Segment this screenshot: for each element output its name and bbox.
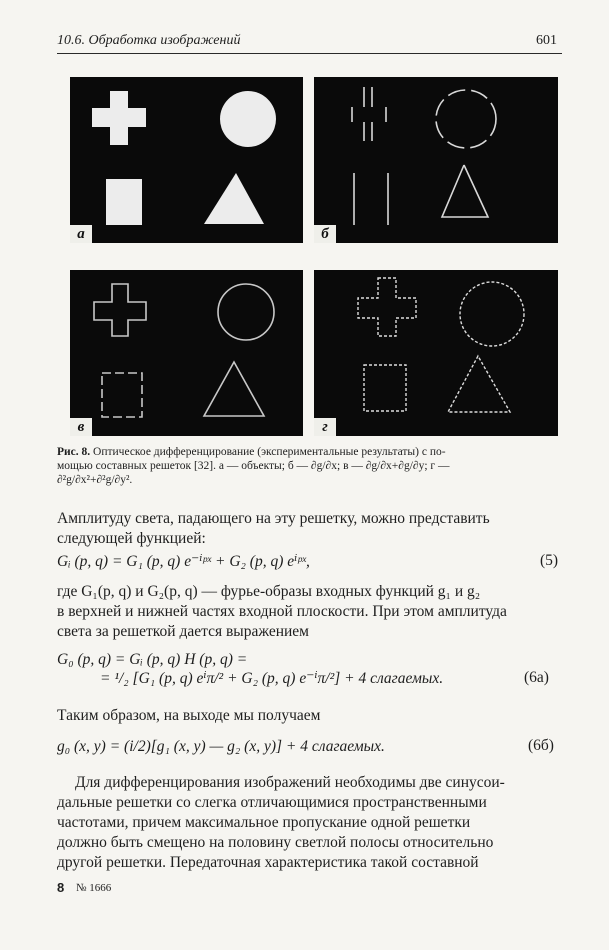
paragraph-1-line-1: Амплитуду света, падающего на эту решетку, можно представить bbox=[57, 510, 490, 527]
paragraph-3: Таким образом, на выходе мы получаем bbox=[57, 707, 321, 724]
objects-image bbox=[70, 77, 303, 243]
laplacian-image bbox=[314, 270, 558, 436]
paragraph-1 bbox=[57, 509, 567, 549]
paragraph-4-line-1: Для дифференцирования изображений необходимы две синусои- bbox=[75, 774, 505, 791]
gradient-sum-image bbox=[70, 270, 303, 436]
panel-label-v: в bbox=[70, 418, 92, 436]
figure-panel-a bbox=[70, 77, 303, 243]
figure-panel-v bbox=[70, 270, 303, 436]
paragraph-2 bbox=[57, 582, 567, 642]
equation-5: Gᵢ (p, q) = G₁ (p, q) e⁻ⁱᵖˣ + G₂ (p, q) eⁱᵖˣ, bbox=[57, 553, 310, 570]
page-number: 601 bbox=[536, 33, 557, 48]
caption-line-1: Оптическое дифференцирование (экспериментальные результаты) с по- bbox=[93, 446, 446, 458]
paragraph-4 bbox=[57, 773, 569, 873]
equation-6a-number: (6а) bbox=[524, 669, 549, 686]
running-header-section: 10.6. Обработка изображений bbox=[57, 33, 241, 48]
paragraph-1-line-2: следующей функцией: bbox=[57, 530, 206, 547]
paragraph-2-line-1: где G₁(p, q) и G₂(p, q) — фурье-образы входных функций g₁ и g₂ bbox=[57, 583, 481, 600]
header-rule bbox=[57, 53, 562, 54]
panel-label-b: б bbox=[314, 225, 336, 243]
signature-mark: 8 bbox=[57, 880, 65, 895]
paragraph-2-line-3: света за решеткой дается выражением bbox=[57, 623, 309, 640]
paragraph-4-line-2: дальные решетки со слегка отличающимися пространственными bbox=[57, 794, 487, 811]
equation-6b-number: (6б) bbox=[528, 737, 554, 754]
paragraph-4-line-3: частотами, причем максимальное пропускание одной решетки bbox=[57, 814, 471, 831]
order-number: № 1666 bbox=[76, 882, 112, 894]
paragraph-4-line-4: должно быть смещено на половину светлой полосы относительно bbox=[57, 834, 494, 851]
equation-6a-line-1: G₀ (p, q) = Gᵢ (p, q) H (p, q) = bbox=[57, 651, 248, 668]
paragraph-2-line-2: в верхней и нижней частях входной плоскости. При этом амплитуда bbox=[57, 603, 507, 620]
figure-caption bbox=[57, 445, 563, 487]
equation-5-number: (5) bbox=[540, 552, 559, 569]
equation-6b: g₀ (x, y) = (i/2)[g₁ (x, y) — g₂ (x, y)] + 4 слагаемых. bbox=[57, 738, 385, 755]
figure-panel-g bbox=[314, 270, 558, 436]
equation-6a-line-2: = ¹/₂ [G₁ (p, q) eⁱπ/² + G₂ (p, q) e⁻ⁱπ/²] + 4 слагаемых. bbox=[100, 670, 444, 687]
dx-derivative-image bbox=[314, 77, 558, 243]
panel-label-a: а bbox=[70, 225, 92, 243]
caption-line-2: мощью составных решеток [32]. а — объекты; б — ∂g/∂x; в — ∂g/∂x+∂g/∂y; г — bbox=[57, 460, 450, 472]
paragraph-4-line-5: другой решетки. Передаточная характеристика такой составной bbox=[57, 854, 479, 871]
caption-line-3: ∂²g/∂x²+∂²g/∂y². bbox=[57, 474, 133, 486]
panel-label-g: г bbox=[314, 418, 336, 436]
caption-figure-ref: Рис. 8. bbox=[57, 446, 91, 458]
figure-panel-b bbox=[314, 77, 558, 243]
